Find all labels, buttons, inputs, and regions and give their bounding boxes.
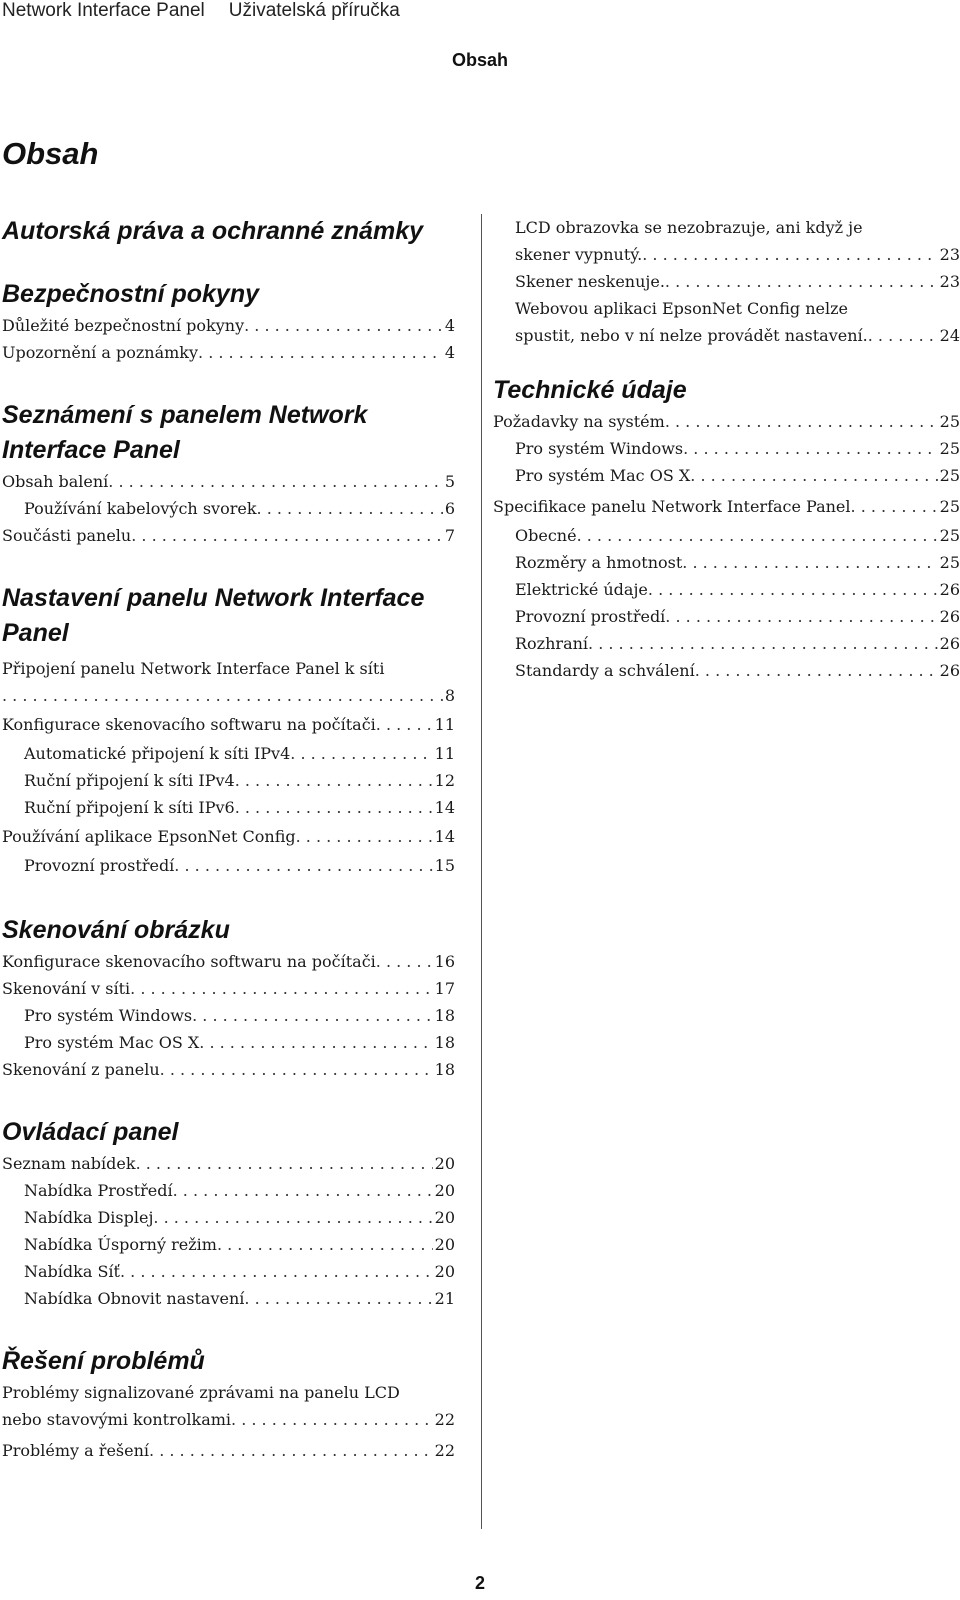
- toc-page-number: 22: [434, 1410, 455, 1429]
- dot-leader: [244, 1285, 432, 1312]
- dot-leader: [136, 1150, 433, 1177]
- toc-entry[interactable]: [504, 603, 960, 630]
- toc-section-title[interactable]: Autorská práva a ochranné známky: [2, 217, 423, 245]
- toc-page-number: 25: [939, 497, 960, 516]
- toc-entry[interactable]: [493, 408, 960, 435]
- toc-page-number: 20: [434, 1262, 455, 1281]
- toc-entry-text: Nabídka Displej: [24, 1208, 154, 1227]
- column-divider: [481, 214, 482, 1529]
- toc-page-number: 16: [434, 952, 455, 971]
- toc-entry[interactable]: [2, 975, 455, 1002]
- toc-entry-text: Automatické připojení k síti IPv4: [24, 744, 291, 763]
- toc-entry[interactable]: [504, 522, 960, 549]
- toc-page-number: 12: [434, 771, 455, 790]
- toc-entry[interactable]: [2, 1150, 455, 1177]
- toc-entry[interactable]: [2, 312, 455, 339]
- toc-entry[interactable]: [2, 522, 455, 549]
- dot-leader: [682, 549, 937, 576]
- doc-subtitle: Uživatelská příručka: [228, 0, 400, 21]
- toc-entry[interactable]: [2, 1258, 455, 1285]
- title-line-1: Seznámení s panelem Network: [2, 401, 368, 429]
- toc-entry-text: Obecné: [515, 526, 577, 545]
- toc-section-title[interactable]: Technické údaje: [493, 376, 687, 404]
- dot-leader: [577, 522, 938, 549]
- toc-entry[interactable]: [2, 468, 455, 495]
- dot-leader: [108, 468, 443, 495]
- dot-leader: [199, 1029, 432, 1056]
- toc-page-number: 5: [444, 472, 455, 491]
- toc-entry[interactable]: [504, 241, 960, 268]
- dot-leader: [642, 241, 937, 268]
- toc-entry[interactable]: [2, 1285, 455, 1312]
- toc-page-number: 23: [939, 272, 960, 291]
- toc-page-number: 21: [434, 1289, 455, 1308]
- toc-page-number: 6: [444, 499, 455, 518]
- toc-page-number: 23: [939, 245, 960, 264]
- toc-entry-text: Pro systém Windows: [515, 439, 684, 458]
- toc-entry[interactable]: [2, 948, 455, 975]
- toc-entry[interactable]: [504, 268, 960, 295]
- toc-section-title[interactable]: Skenování obrázku: [2, 916, 230, 944]
- dot-leader: [851, 493, 938, 520]
- toc-page-number: 25: [939, 412, 960, 431]
- toc-entry-line[interactable]: LCD obrazovka se nezobrazuje, ani když je: [515, 218, 863, 237]
- toc-entry-text: Skener neskenuje.: [515, 272, 665, 291]
- dot-leader: [131, 522, 443, 549]
- dot-leader: [160, 1056, 433, 1083]
- toc-entry[interactable]: [504, 630, 960, 657]
- toc-page-number: 20: [434, 1235, 455, 1254]
- toc-page-number: 15: [434, 856, 455, 875]
- toc-entry-text: Nabídka Síť: [24, 1262, 120, 1281]
- toc-page-number: 26: [939, 634, 960, 653]
- title-line-1: Nastavení panelu Network Interface: [2, 584, 425, 612]
- toc-section-title[interactable]: Ovládací panel: [2, 1118, 179, 1146]
- toc-page-number: 11: [434, 715, 455, 734]
- toc-entry[interactable]: [2, 339, 455, 366]
- toc-page-number: 14: [434, 827, 455, 846]
- toc-entry[interactable]: [2, 1231, 455, 1258]
- toc-entry[interactable]: [2, 1406, 455, 1433]
- dot-leader: [149, 1437, 433, 1464]
- toc-entry[interactable]: [504, 462, 960, 489]
- toc-page-number: 26: [939, 580, 960, 599]
- toc-entry-text: Ruční připojení k síti IPv4: [24, 771, 235, 790]
- dot-leader: [683, 435, 938, 462]
- toc-entry-text: Používání kabelových svorek: [24, 499, 257, 518]
- toc-entry[interactable]: [504, 657, 960, 684]
- running-header: [2, 0, 400, 22]
- dot-leader: [120, 1258, 433, 1285]
- header-section-name: Obsah: [451, 50, 508, 70]
- toc-right-column: [493, 214, 960, 684]
- toc-entry[interactable]: [2, 1204, 455, 1231]
- dot-leader: [376, 948, 433, 975]
- toc-entry-line[interactable]: Webovou aplikaci EpsonNet Config nelze: [515, 299, 848, 318]
- toc-section-title[interactable]: [2, 581, 455, 651]
- dot-leader: [648, 576, 938, 603]
- toc-page-number: 25: [939, 439, 960, 458]
- toc-entry-text: skener vypnutý.: [515, 245, 643, 264]
- toc-page-number: 20: [434, 1208, 455, 1227]
- toc-page-number: 4: [444, 316, 455, 335]
- toc-page-number: 18: [434, 1006, 455, 1025]
- toc-entry-text: Konfigurace skenovacího softwaru na počítači: [2, 715, 376, 734]
- toc-page-number: 25: [939, 553, 960, 572]
- dot-leader: [2, 682, 443, 709]
- toc-section-title[interactable]: Bezpečnostní pokyny: [2, 280, 259, 308]
- toc-page-number: 24: [939, 326, 960, 345]
- toc-page-number: 4: [444, 343, 455, 362]
- toc-entry[interactable]: [2, 1002, 455, 1029]
- dot-leader: [198, 339, 443, 366]
- toc-left-column: [2, 214, 455, 1464]
- toc-page-number: 25: [939, 466, 960, 485]
- dot-leader: [695, 657, 938, 684]
- toc-entry-line[interactable]: Připojení panelu Network Interface Panel k síti: [2, 659, 385, 678]
- doc-title: Network Interface Panel: [2, 0, 205, 21]
- dot-leader: [130, 975, 432, 1002]
- dot-leader: [217, 1231, 433, 1258]
- toc-entry-text: Provozní prostředí: [515, 607, 666, 626]
- toc-entry-text: spustit, nebo v ní nelze provádět nastavení.: [515, 326, 868, 345]
- toc-entry[interactable]: [504, 322, 960, 349]
- toc-entry-text: Rozhraní: [515, 634, 589, 653]
- dot-leader: [588, 630, 938, 657]
- dot-leader: [376, 711, 433, 738]
- toc-page-number: 25: [939, 526, 960, 545]
- toc-entry[interactable]: [504, 549, 960, 576]
- dot-leader: [153, 1204, 432, 1231]
- toc-entry-line[interactable]: Problémy signalizované zprávami na panelu LCD: [2, 1383, 400, 1402]
- toc-page-number: 18: [434, 1033, 455, 1052]
- toc-entry[interactable]: [2, 823, 455, 850]
- toc-entry-text: Specifikace panelu Network Interface Panel: [493, 497, 851, 516]
- toc-entry[interactable]: [2, 495, 455, 522]
- toc-entry[interactable]: [2, 767, 455, 794]
- toc-entry-text: Požadavky na systém: [493, 412, 665, 431]
- dot-leader: [257, 495, 443, 522]
- toc-entry-text: Problémy a řešení: [2, 1441, 150, 1460]
- toc-entry-text: Nabídka Obnovit nastavení: [24, 1289, 245, 1308]
- dot-leader: [174, 852, 432, 879]
- toc-entry-text: Ruční připojení k síti IPv6: [24, 798, 235, 817]
- toc-entry-text: Pro systém Mac OS X: [24, 1033, 200, 1052]
- toc-entry-text: Seznam nabídek: [2, 1154, 136, 1173]
- toc-page-number: 18: [434, 1060, 455, 1079]
- toc-entry[interactable]: [504, 576, 960, 603]
- dot-leader: [192, 1002, 433, 1029]
- toc-page-number: 20: [434, 1154, 455, 1173]
- toc-entry[interactable]: [2, 740, 455, 767]
- toc-entry[interactable]: [2, 1056, 455, 1083]
- dot-leader: [235, 794, 433, 821]
- dot-leader: [665, 268, 938, 295]
- toc-page-number: 14: [434, 798, 455, 817]
- toc-entry-text: Používání aplikace EpsonNet Config: [2, 827, 296, 846]
- toc-entry-text: Pro systém Windows: [24, 1006, 193, 1025]
- toc-page-number: 26: [939, 607, 960, 626]
- toc-entry[interactable]: [2, 794, 455, 821]
- toc-entry-text: nebo stavovými kontrolkami: [2, 1410, 232, 1429]
- toc-page-number: 11: [434, 744, 455, 763]
- toc-entry-text: Skenování v síti: [2, 979, 131, 998]
- toc-entry-text: Součásti panelu: [2, 526, 132, 545]
- toc-page-number: 7: [444, 526, 455, 545]
- title-line-2: Interface Panel: [2, 436, 180, 464]
- dot-leader: [231, 1406, 433, 1433]
- toc-entry-text: Nabídka Úsporný režim: [24, 1235, 217, 1254]
- page-number: 2: [474, 1573, 485, 1593]
- toc-entry-text: Standardy a schválení: [515, 661, 695, 680]
- dot-leader: [665, 408, 938, 435]
- toc-section-title[interactable]: [2, 398, 455, 468]
- toc-entry[interactable]: [2, 711, 455, 738]
- toc-entry-text: Elektrické údaje: [515, 580, 648, 599]
- toc-entry[interactable]: [2, 682, 455, 709]
- toc-entry[interactable]: [504, 435, 960, 462]
- toc-page-number: 22: [434, 1441, 455, 1460]
- toc-entry[interactable]: [493, 493, 960, 520]
- toc-entry-text: Provozní prostředí: [24, 856, 175, 875]
- toc-entry[interactable]: [2, 1029, 455, 1056]
- dot-leader: [173, 1177, 433, 1204]
- toc-entry-text: Důležité bezpečnostní pokyny: [2, 316, 245, 335]
- dot-leader: [868, 322, 938, 349]
- toc-entry-text: Nabídka Prostředí: [24, 1181, 173, 1200]
- page-title: Obsah: [2, 136, 99, 171]
- toc-page-number: 8: [444, 686, 455, 705]
- toc-entry-text: Obsah balení: [2, 472, 109, 491]
- toc-page-number: 17: [434, 979, 455, 998]
- toc-entry-text: Pro systém Mac OS X: [515, 466, 691, 485]
- dot-leader: [290, 740, 432, 767]
- dot-leader: [665, 603, 937, 630]
- toc-entry-text: Rozměry a hmotnost: [515, 553, 683, 572]
- toc-entry-text: Upozornění a poznámky: [2, 343, 199, 362]
- toc-entry[interactable]: [2, 852, 455, 879]
- toc-entry-text: Konfigurace skenovacího softwaru na počítači: [2, 952, 376, 971]
- toc-section-title[interactable]: Řešení problémů: [2, 1347, 205, 1375]
- title-line-2: Panel: [2, 619, 69, 647]
- toc-page-number: 20: [434, 1181, 455, 1200]
- dot-leader: [244, 312, 443, 339]
- dot-leader: [235, 767, 433, 794]
- dot-leader: [690, 462, 937, 489]
- toc-entry-text: Skenování z panelu: [2, 1060, 160, 1079]
- toc-page-number: 26: [939, 661, 960, 680]
- toc-entry[interactable]: [2, 1437, 455, 1464]
- dot-leader: [296, 823, 433, 850]
- toc-entry[interactable]: [2, 1177, 455, 1204]
